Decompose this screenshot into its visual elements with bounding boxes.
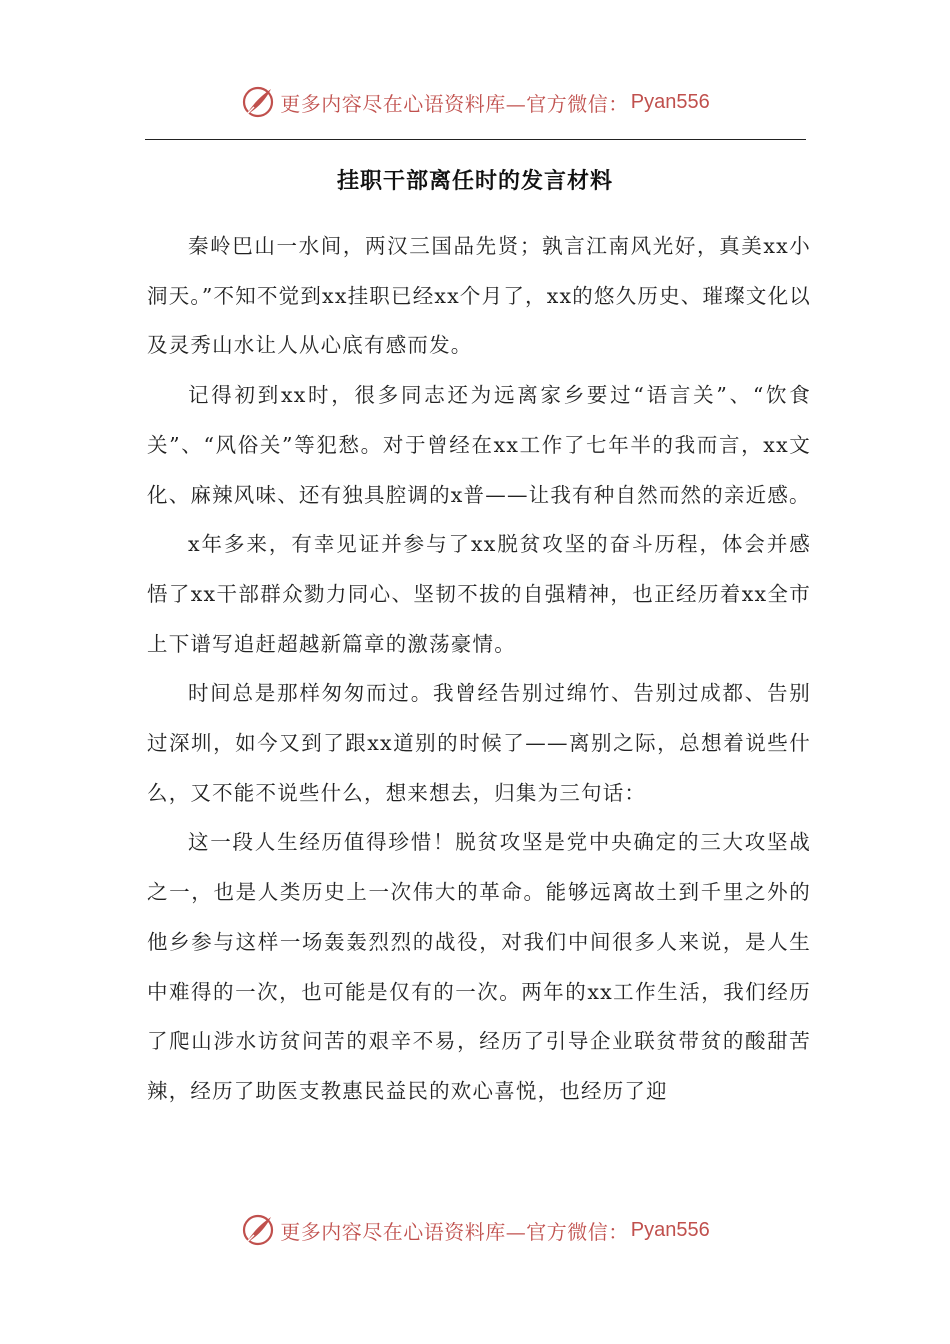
header-banner <box>0 80 950 124</box>
header-divider <box>145 139 806 140</box>
paragraph: x年多来，有幸见证并参与了xx脱贫攻坚的奋斗历程，体会并感悟了xx干部群众勠力同心、坚韧不拔的自强精神，也正经历着xx全市上下谱写追赶超越新篇章的激荡豪情。 <box>147 532 811 656</box>
paragraph: 记得初到xx时，很多同志还为远离家乡要过“语言关”、“饮食关”、“风俗关”等犯愁。对于曾经在xx工作了七年半的我而言，xx文化、麻辣风味、还有独具腔调的x普——让我有种自然而然的亲近感。 <box>147 383 811 507</box>
quill-circle-icon <box>240 1212 276 1248</box>
paragraph: 这一段人生经历值得珍惜！脱贫攻坚是党中央确定的三大攻坚战之一，也是人类历史上一次伟大的革命。能够远离故土到千里之外的他乡参与这样一场轰轰烈烈的战役，对我们中间很多人来说，是人生中难得的一次，也可能是仅有的一次。两年的xx工作生活，我们经历了爬山涉水访贫问苦的艰辛不易，经历了引导企业联贫带贫的酸甜苦辣，经历了助医支教惠民益民的欢心喜悦，也经历了迎 <box>147 830 811 1103</box>
banner-text: 更多内容尽在心语资料库—官方微信： <box>280 91 629 116</box>
document-title: 挂职干部离任时的发言材料 <box>336 169 613 194</box>
banner-text: 更多内容尽在心语资料库—官方微信： <box>280 1219 629 1244</box>
quill-circle-icon <box>240 84 276 120</box>
paragraph: 秦岭巴山一水间，两汉三国品先贤；孰言江南风光好，真美xx小洞天。”不知不觉到xx挂职已经xx个月了，xx的悠久历史、璀璨文化以及灵秀山水让人从心底有感而发。 <box>147 234 811 358</box>
banner-wechat-id: Pyan556 <box>630 90 710 113</box>
paragraph: 时间总是那样匆匆而过。我曾经告别过绵竹、告别过成都、告别过深圳，如今又到了跟xx道别的时候了——离别之际，总想着说些什么，又不能不说些什么，想来想去，归集为三句话： <box>147 681 811 805</box>
document-body <box>147 222 811 1117</box>
banner-wechat-id: Pyan556 <box>630 1218 710 1241</box>
footer-banner <box>0 1208 950 1252</box>
